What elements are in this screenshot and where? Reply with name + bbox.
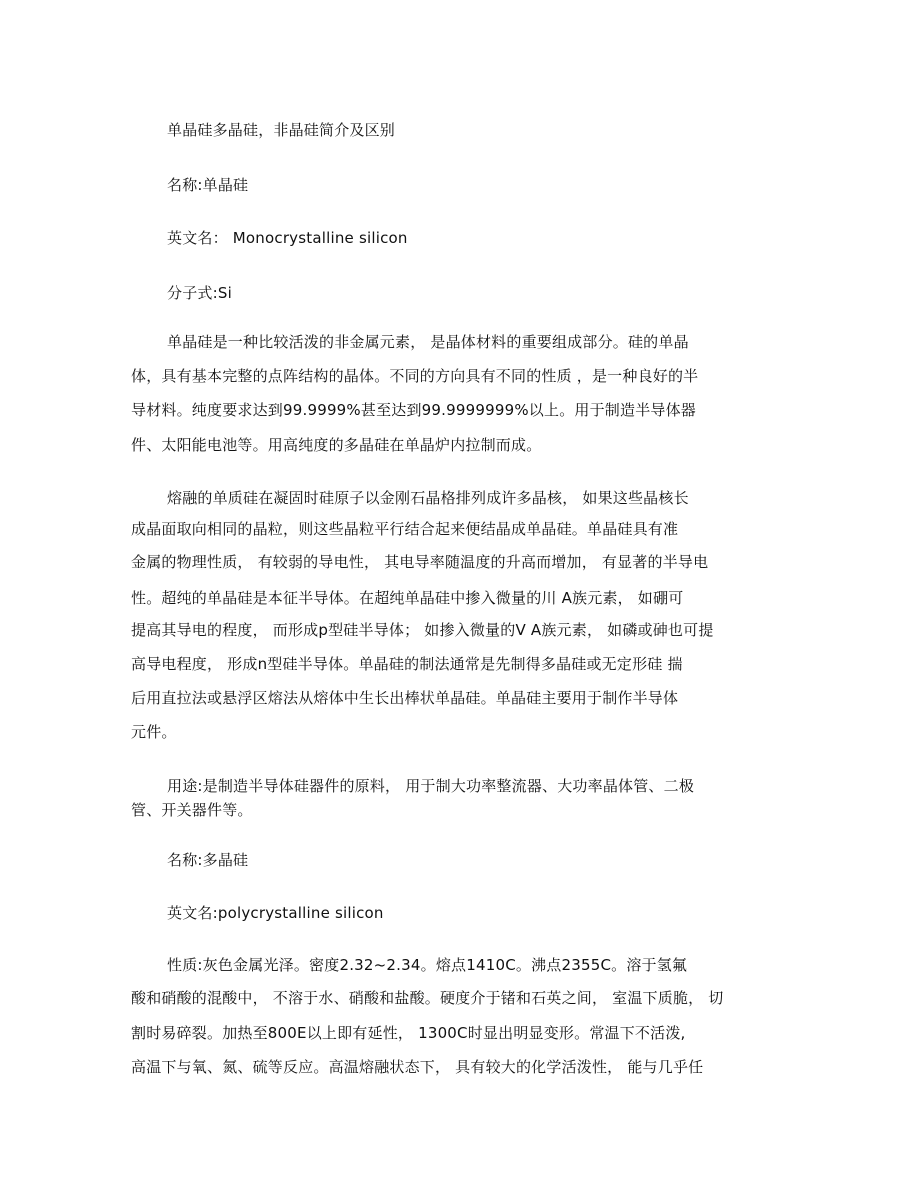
paragraph-line: 熔融的单质硅在凝固时硅原子以金刚石晶格排列成许多晶核， 如果这些晶核长: [167, 489, 689, 507]
mono-formula: 分子式:Si: [167, 284, 232, 302]
paragraph-line: 酸和硝酸的混酸中， 不溶于水、硝酸和盐酸。硬度介于锗和石英之间， 室温下质脆， 切: [131, 989, 724, 1007]
paragraph-line: 管、开关器件等。: [131, 801, 253, 819]
poly-english-name: 英文名:polycrystalline silicon: [167, 904, 384, 922]
mono-name: 名称:单晶硅: [167, 176, 249, 194]
paragraph-line: 高导电程度， 形成n型硅半导体。单晶硅的制法通常是先制得多晶硅或无定形硅 揣: [131, 655, 683, 673]
paragraph-line: 体，具有基本完整的点阵结构的晶体。不同的方向具有不同的性质 ，是一种良好的半: [131, 367, 699, 385]
paragraph-line: 成晶面取向相同的晶粒，则这些晶粒平行结合起来便结晶成单晶硅。单晶硅具有准: [131, 520, 679, 538]
paragraph-line: 高温下与氧、氮、硫等反应。高温熔融状态下， 具有较大的化学活泼性， 能与几乎任: [131, 1058, 704, 1076]
paragraph-line: 元件。: [131, 723, 177, 741]
paragraph-line: 金属的物理性质， 有较弱的导电性， 其电导率随温度的升高而增加， 有显著的半导电: [131, 553, 709, 571]
mono-english-name: 英文名： Monocrystalline silicon: [167, 229, 408, 247]
paragraph-line: 单晶硅是一种比较活泼的非金属元素， 是晶体材料的重要组成部分。硅的单晶: [167, 333, 689, 351]
paragraph-line: 件、太阳能电池等。用高纯度的多晶硅在单晶炉内拉制而成。: [131, 436, 542, 454]
paragraph-line: 性质:灰色金属光泽。密度2.32~2.34。熔点1410C。沸点2355C。溶于氢氟: [167, 956, 688, 974]
paragraph-line: 性。超纯的单晶硅是本征半导体。在超纯单晶硅中掺入微量的川 A族元素， 如硼可: [131, 589, 684, 607]
paragraph-line: 后用直拉法或悬浮区熔法从熔体中生长出棒状单晶硅。单晶硅主要用于制作半导体: [131, 689, 679, 707]
document-title: 单晶硅多晶硅，非晶硅简介及区别: [167, 121, 396, 139]
paragraph-line: 用途:是制造半导体硅器件的原料， 用于制大功率整流器、大功率晶体管、二极: [167, 777, 695, 795]
poly-name: 名称:多晶硅: [167, 851, 249, 869]
paragraph-line: 割时易碎裂。加热至800E以上即有延性， 1300C时显出明显变形。常温下不活泼,: [131, 1024, 686, 1042]
paragraph-line: 提高其导电的程度， 而形成p型硅半导体； 如掺入微量的V A族元素， 如磷或砷也可提: [131, 621, 714, 639]
paragraph-line: 导材料。纯度要求达到99.9999%甚至达到99.9999999%以上。用于制造半导体器: [131, 401, 696, 419]
